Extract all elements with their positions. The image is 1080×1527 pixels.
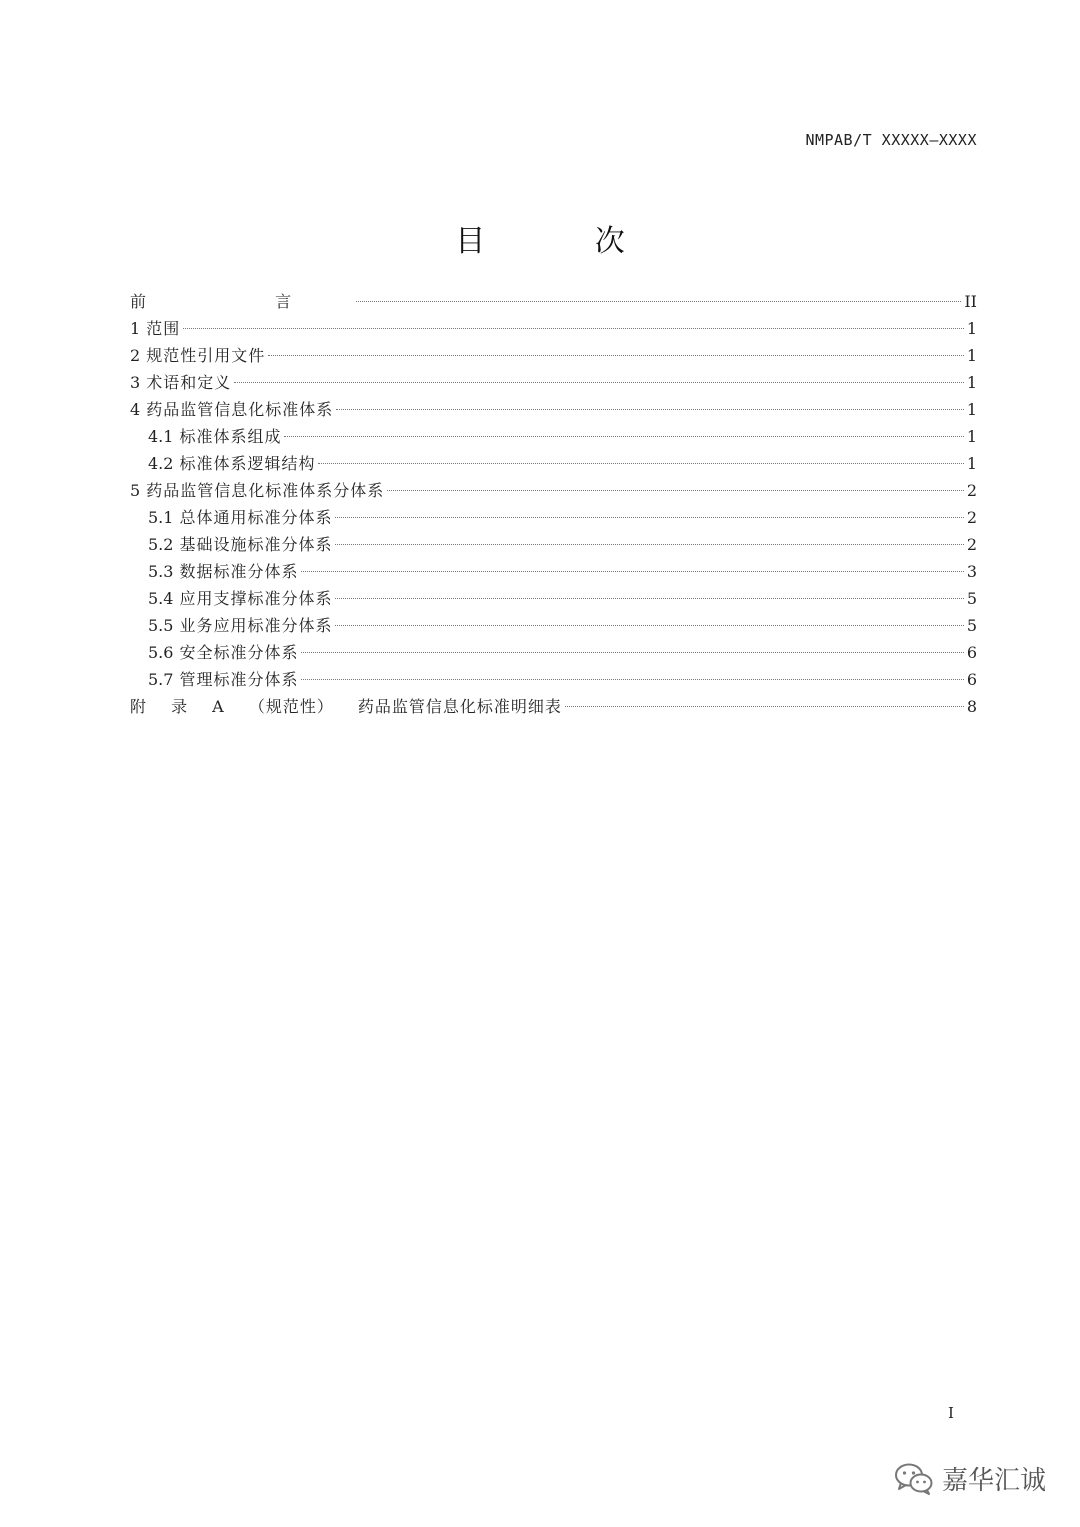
toc-entry-5-2[interactable]	[130, 531, 977, 558]
toc-entry-label: 标准体系组成	[179, 427, 282, 446]
watermark	[894, 1460, 1046, 1497]
toc-entry-number: 5.2	[148, 535, 174, 554]
toc-leader-dots	[301, 651, 963, 653]
toc-entry-label: 基础设施标准分体系	[179, 535, 333, 554]
toc-leader-dots	[301, 678, 963, 680]
toc-entry-number: 5.3	[148, 562, 174, 581]
toc-entry-5-1[interactable]	[130, 504, 977, 531]
toc-entry-label: 规范性引用文件	[146, 346, 266, 365]
toc-entry-number: 4	[130, 400, 141, 419]
toc-entry-page: 1	[966, 346, 977, 365]
toc-entry-page: 1	[966, 319, 977, 338]
toc-leader-dots	[387, 489, 964, 491]
toc-leader-dots	[183, 327, 964, 329]
toc-entry-number: 5	[130, 481, 141, 500]
page-number: I	[948, 1404, 954, 1422]
toc-leader-dots	[335, 597, 963, 599]
toc-leader-dots	[356, 300, 961, 302]
toc-leader-dots	[284, 435, 963, 437]
toc-entry-page: II	[964, 292, 977, 311]
toc-entry-label: 应用支撑标准分体系	[179, 589, 333, 608]
toc-leader-dots	[336, 408, 964, 410]
toc-entry-number: 5.4	[148, 589, 174, 608]
toc-leader-dots	[335, 624, 963, 626]
toc-leader-dots	[318, 462, 963, 464]
toc-entry-label: 范围	[146, 319, 181, 338]
toc-entry-number: 1	[130, 319, 141, 338]
toc-entry-page: 1	[966, 400, 977, 419]
wechat-icon	[894, 1462, 934, 1496]
toc-entry-label: 业务应用标准分体系	[179, 616, 333, 635]
toc-entry-4-1[interactable]	[130, 423, 977, 450]
toc-entry-5-7[interactable]	[130, 666, 977, 693]
toc-entry-page: 3	[966, 562, 977, 581]
toc-leader-dots	[234, 381, 964, 383]
toc-entry-number: 4.1	[148, 427, 174, 446]
toc-entry-label: 安全标准分体系	[179, 643, 299, 662]
toc-leader-dots	[335, 543, 963, 545]
toc-entry-label: 药品监管信息化标准体系分体系	[146, 481, 385, 500]
toc-entry-5-4[interactable]	[130, 585, 977, 612]
toc-entry-label: 标准体系逻辑结构	[179, 454, 316, 473]
table-of-contents	[130, 288, 977, 720]
toc-entry-4-2[interactable]	[130, 450, 977, 477]
toc-entry-3[interactable]	[130, 369, 977, 396]
toc-entry-page: 2	[966, 508, 977, 527]
watermark-text: 嘉华汇诚	[941, 1466, 1046, 1496]
toc-entry-5-6[interactable]	[130, 639, 977, 666]
toc-entry-4[interactable]	[130, 396, 977, 423]
toc-entry-page: 2	[966, 535, 977, 554]
toc-entry-page: 5	[966, 616, 977, 635]
toc-entry-number: 3	[130, 373, 141, 392]
page-title: 目 次	[455, 224, 675, 259]
toc-entry-page: 1	[966, 373, 977, 392]
toc-entry-foreword[interactable]	[130, 288, 977, 315]
toc-entry-label: 术语和定义	[146, 373, 232, 392]
toc-entry-page: 1	[966, 454, 977, 473]
toc-entry-page: 6	[966, 643, 977, 662]
toc-entry-number: 5.1	[148, 508, 174, 527]
toc-entry-label: 总体通用标准分体系	[179, 508, 333, 527]
toc-leader-dots	[335, 516, 963, 518]
toc-leader-dots	[301, 570, 963, 572]
toc-entry-5-3[interactable]	[130, 558, 977, 585]
toc-entry-1[interactable]	[130, 315, 977, 342]
toc-entry-number: 2	[130, 346, 141, 365]
document-code: NMPAB/T XXXXX—XXXX	[805, 131, 977, 149]
toc-entry-label: 数据标准分体系	[179, 562, 299, 581]
toc-entry-appendix-a[interactable]	[130, 693, 977, 720]
toc-entry-5[interactable]	[130, 477, 977, 504]
toc-leader-dots	[565, 705, 964, 707]
toc-entry-label: 管理标准分体系	[179, 670, 299, 689]
toc-entry-page: 5	[966, 589, 977, 608]
toc-entry-number: 5.6	[148, 643, 174, 662]
toc-entry-number: 5.5	[148, 616, 174, 635]
toc-entry-page: 6	[966, 670, 977, 689]
toc-entry-5-5[interactable]	[130, 612, 977, 639]
toc-entry-page: 2	[966, 481, 977, 500]
toc-entry-number: 5.7	[148, 670, 174, 689]
toc-entry-page: 1	[966, 427, 977, 446]
toc-entry-label: 前 言	[130, 292, 354, 311]
toc-entry-2[interactable]	[130, 342, 977, 369]
toc-leader-dots	[268, 354, 964, 356]
toc-entry-label: 附 录 A （规范性） 药品监管信息化标准明细表	[130, 697, 562, 716]
toc-entry-page: 8	[966, 697, 977, 716]
toc-entry-label: 药品监管信息化标准体系	[146, 400, 334, 419]
toc-entry-number: 4.2	[148, 454, 174, 473]
